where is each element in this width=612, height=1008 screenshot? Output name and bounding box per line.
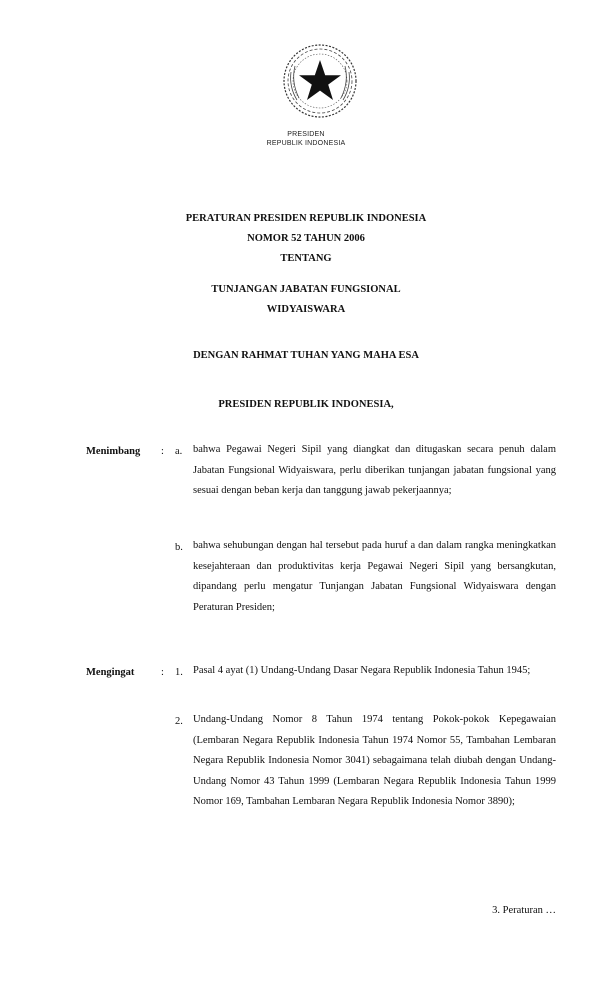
menimbang-label: Menimbang [86,446,141,457]
mengingat-colon: : [161,667,164,678]
garuda-star-emblem-icon [281,42,359,120]
issuer [0,395,612,415]
mengingat-item-2-text: Undang-Undang Nomor 8 Tahun 1974 tentang Pokok-pokok Kepegawaian (Lembaran Negara Republik Indonesia Tahun 1974 Nomor 55, Tambahan Lembaran Negara Republik Indonesia Nomor 3041) sebagaimana telah diubah dengan Undang-Undang Nomor 43 Tahun 1999 (Lembaran Negara Republik Indonesia Tahun 1999 Nomor 169, Tambahan Lembaran Negara Republik Indonesia Nomor 3890); [193,714,556,807]
menimbang-item-b-marker: b. [175,542,183,553]
title-line-2: NOMOR 52 TAHUN 2006 [247,233,365,244]
issuer-text: PRESIDEN REPUBLIK INDONESIA, [218,399,394,410]
menimbang-item-a-marker: a. [175,446,183,457]
menimbang-colon: : [161,446,164,457]
header-line-2: REPUBLIK INDONESIA [266,140,346,147]
menimbang-item-a-text: bahwa Pegawai Negeri Sipil yang diangkat dan ditugaskan secara penuh dalam Jabatan Fungsional Widyaiswara, perlu diberikan tunjangan jabatan fungsional yang sesuai dengan beban kerja dan tanggung jawab pekerjaannya; [193,444,556,496]
regulation-title [0,209,612,269]
title-line-1: PERATURAN PRESIDEN REPUBLIK INDONESIA [185,213,427,224]
regulation-subject [0,280,612,320]
invocation-text: DENGAN RAHMAT TUHAN YANG MAHA ESA [193,350,419,361]
continuation-note: 3. Peraturan … [492,905,556,916]
menimbang-item-b-text: bahwa sehubungan dengan hal tersebut pada huruf a dan dalam rangka meningkatkan kesejahteraan dan produktivitas kerja Pegawai Negeri Sipil yang bersangkutan, dipandang perlu mengatur Tunjangan Jabatan Fungsional Widyaiswara dengan Peraturan Presiden; [193,540,556,613]
mengingat-item-1-text: Pasal 4 ayat (1) Undang-Undang Dasar Negara Republik Indonesia Tahun 1945; [193,665,531,676]
subject-line-1: TUNJANGAN JABATAN FUNGSIONAL [211,284,401,295]
president-header-label [0,130,612,148]
mengingat-item-1-marker: 1. [175,667,183,678]
title-line-3: TENTANG [280,253,332,264]
emblem-graphic [281,42,359,120]
mengingat-item-2-marker: 2. [175,716,183,727]
subject-line-2: WIDYAISWARA [266,304,346,315]
mengingat-label: Mengingat [86,667,135,678]
header-line-1: PRESIDEN [287,131,325,138]
invocation [0,346,612,366]
